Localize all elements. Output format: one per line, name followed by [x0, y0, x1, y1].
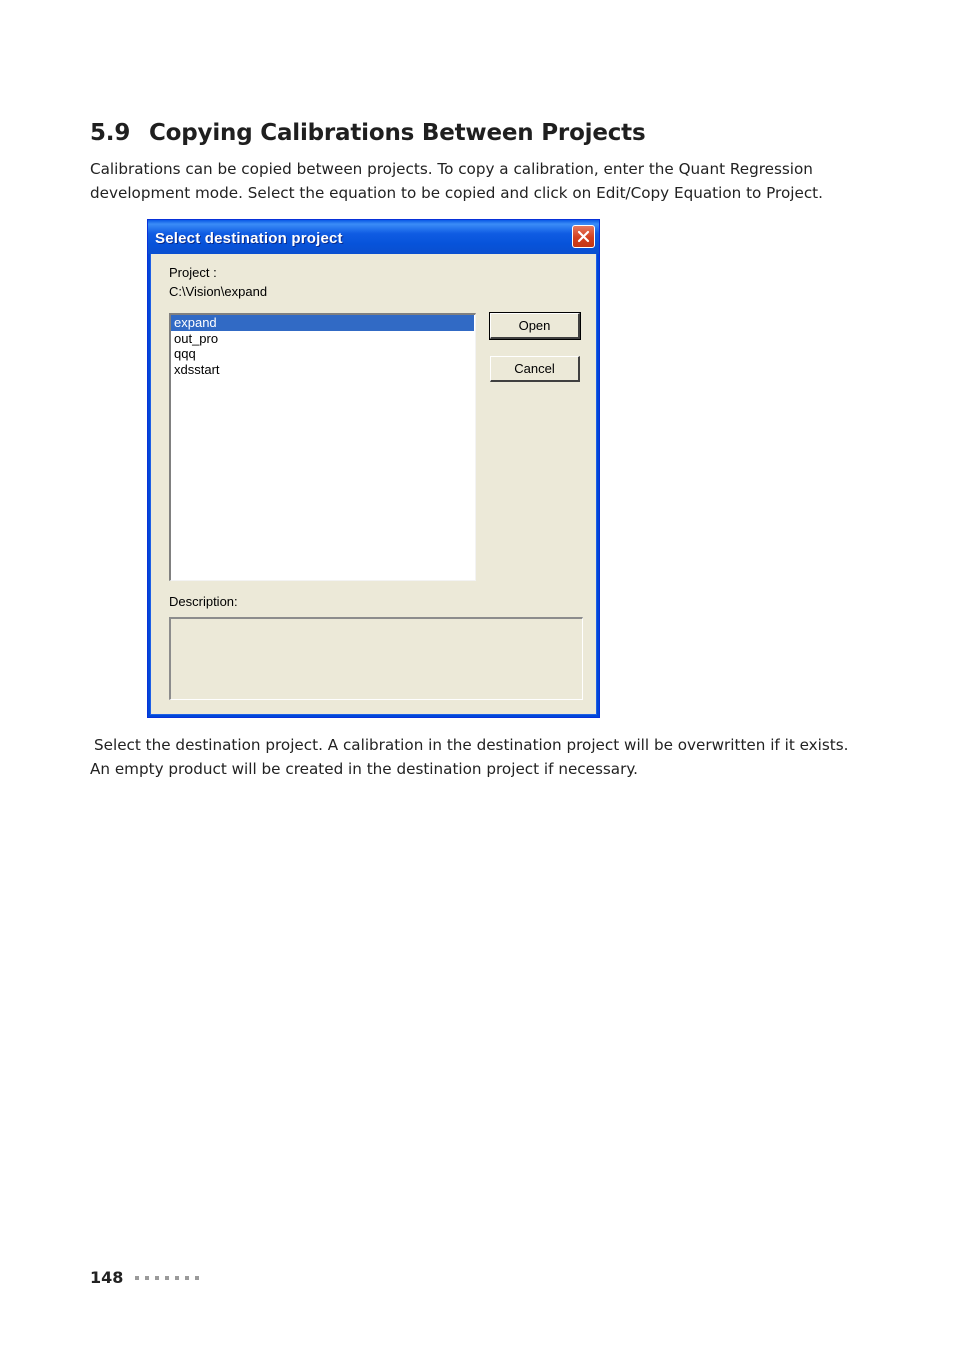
project-listbox[interactable] — [169, 313, 476, 581]
page-number: 148 — [90, 1268, 124, 1287]
project-path: C:\Vision\expand — [169, 284, 268, 299]
project-list-item[interactable]: qqq — [174, 346, 196, 361]
after-paragraph-line1: Select the destination project. A calibration in the destination project will be overwritten if it exists. — [94, 736, 849, 754]
section-title: Copying Calibrations Between Projects — [149, 120, 646, 146]
open-button[interactable]: Open — [490, 313, 580, 339]
project-label: Project : — [169, 265, 217, 280]
dialog-title: Select destination project — [155, 230, 343, 247]
footer-dots — [135, 1268, 205, 1287]
cancel-button[interactable]: Cancel — [490, 356, 580, 382]
section-heading — [90, 120, 645, 146]
intro-paragraph: Calibrations can be copied between projects. To copy a calibration, enter the Quant Regression development mode. Select the equation to be copied and click on Edit/Copy Equation to Project. — [90, 160, 823, 202]
dialog-titlebar[interactable] — [148, 220, 599, 254]
close-button[interactable] — [572, 225, 595, 248]
description-label: Description: — [169, 594, 238, 609]
select-destination-project-dialog — [147, 219, 600, 718]
section-number: 5.9 — [90, 120, 131, 146]
page-footer — [90, 1268, 205, 1287]
after-paragraph-line2: An empty product will be created in the destination project if necessary. — [90, 760, 639, 778]
project-list-item[interactable]: out_pro — [174, 330, 219, 346]
after-paragraph — [90, 733, 870, 781]
close-icon — [577, 230, 590, 243]
project-list-item[interactable]: xdsstart — [174, 361, 220, 377]
description-box — [169, 617, 583, 700]
project-list-item[interactable]: expand — [171, 315, 474, 331]
